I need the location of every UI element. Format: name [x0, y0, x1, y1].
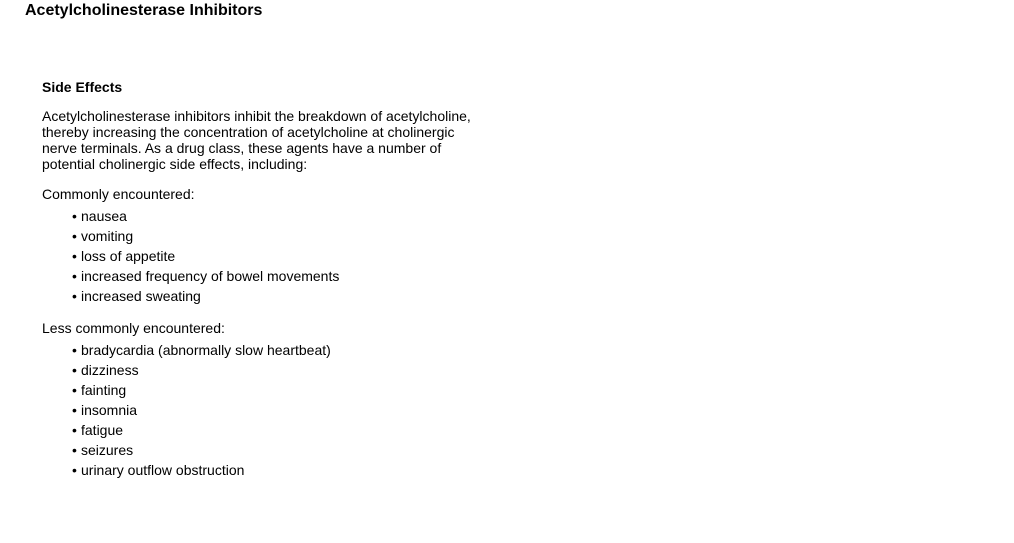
page-title: Acetylcholinesterase Inhibitors — [25, 2, 263, 19]
less-common-effects-list — [42, 340, 482, 480]
list-item — [72, 440, 482, 460]
bullet-icon: • — [72, 422, 77, 438]
list-item — [72, 460, 482, 480]
side-effects-section — [42, 78, 482, 480]
list-item — [72, 340, 482, 360]
bullet-icon: • — [72, 442, 77, 458]
list-item — [72, 286, 482, 306]
bullet-icon: • — [72, 248, 77, 264]
bullet-icon: • — [72, 462, 77, 478]
list-item — [72, 400, 482, 420]
list-item — [72, 360, 482, 380]
list-item — [72, 266, 482, 286]
list-item — [72, 206, 482, 226]
list-item-text: fainting — [81, 382, 127, 398]
bullet-icon: • — [72, 268, 77, 284]
list-item-text: vomiting — [81, 228, 134, 244]
common-effects-list — [42, 206, 482, 306]
list-item-text: loss of appetite — [81, 248, 176, 264]
bullet-icon: • — [72, 288, 77, 304]
list-item-text: increased frequency of bowel movements — [81, 268, 340, 284]
section-heading: Side Effects — [42, 79, 123, 95]
list-item-text: nausea — [81, 208, 127, 224]
list-item-text: seizures — [81, 442, 134, 458]
common-effects-label: Commonly encountered: — [42, 186, 195, 202]
bullet-icon: • — [72, 362, 77, 378]
bullet-icon: • — [72, 208, 77, 224]
less-common-effects-label: Less commonly encountered: — [42, 320, 225, 336]
list-item-text: fatigue — [81, 422, 124, 438]
bullet-icon: • — [72, 382, 77, 398]
list-item — [72, 420, 482, 440]
list-item — [72, 226, 482, 246]
list-item-text: bradycardia (abnormally slow heartbeat) — [81, 342, 331, 358]
list-item-text: dizziness — [81, 362, 139, 378]
list-item — [72, 246, 482, 266]
list-item — [72, 380, 482, 400]
bullet-icon: • — [72, 228, 77, 244]
bullet-icon: • — [72, 342, 77, 358]
list-item-text: insomnia — [81, 402, 138, 418]
intro-paragraph: Acetylcholinesterase inhibitors inhibit the breakdown of acetylcholine, thereby increasing the concentration of acetylcholine at cholinergic nerve terminals. As a drug class, these agents have a number of potential cholinergic side effects, including: — [42, 108, 471, 172]
bullet-icon: • — [72, 402, 77, 418]
list-item-text: increased sweating — [81, 288, 201, 304]
list-item-text: urinary outflow obstruction — [81, 462, 245, 478]
